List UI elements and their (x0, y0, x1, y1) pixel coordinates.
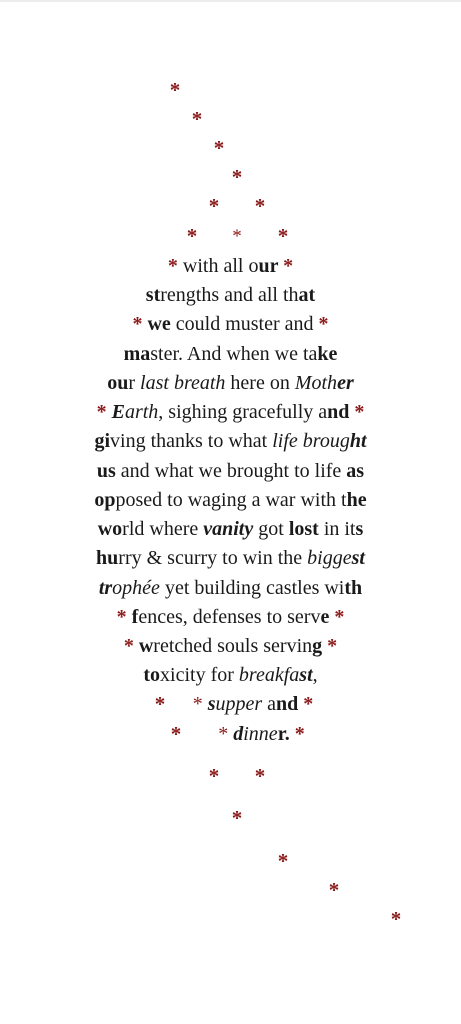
line-text: s (355, 518, 364, 540)
decorative-star: * (96, 401, 112, 423)
decorative-star: * (132, 313, 148, 335)
line-text: retched souls servin (153, 635, 313, 657)
line-text: d (233, 723, 244, 745)
line-text: nd (327, 401, 350, 423)
line-text: us (96, 460, 116, 482)
line-text: he (346, 489, 367, 511)
decorative-star: * (232, 226, 242, 247)
decorative-star: * (123, 635, 139, 657)
poem-line (0, 344, 461, 364)
line-text: ences, defenses to serv (138, 606, 321, 628)
decorative-star: * (169, 78, 181, 102)
poem-line (0, 724, 461, 744)
line-text: , (312, 664, 318, 686)
line-text: to (143, 664, 161, 686)
line-text: wo (97, 518, 123, 540)
line-text: er (337, 372, 354, 394)
poem-line (0, 256, 461, 276)
line-text: vanity (203, 518, 254, 540)
decorative-star: * (278, 255, 294, 277)
line-text: tr (98, 577, 113, 599)
decorative-star: * (116, 606, 132, 628)
decorative-star: * (329, 606, 345, 628)
decorative-star: * (289, 723, 305, 745)
poem-line (0, 431, 461, 451)
line-text: , sighing gracefully a (158, 401, 328, 423)
decorative-star: * (191, 107, 203, 131)
decorative-star: * (208, 764, 220, 788)
decorative-star: * (208, 194, 220, 218)
line-text: rengths and all th (160, 284, 299, 306)
line-text: ke (317, 343, 338, 365)
decorative-star: * (213, 136, 225, 160)
line-text: as (346, 460, 365, 482)
poem-line (0, 314, 461, 334)
line-text: E (111, 401, 125, 423)
line-text: could muster and (170, 313, 314, 335)
poem-line (0, 578, 461, 598)
line-text: we (147, 313, 171, 335)
poem-line (0, 694, 461, 714)
line-text: and what we brought to life (115, 460, 347, 482)
line-text: ster. And when we ta (150, 343, 318, 365)
line-text: ur (258, 255, 279, 277)
poem-line (0, 607, 461, 627)
decorative-star: * (231, 806, 243, 830)
decorative-star: * (328, 878, 340, 902)
line-text: g (312, 635, 323, 657)
decorative-star: * (254, 194, 266, 218)
decorative-star: * (254, 764, 266, 788)
line-text: bigge (307, 547, 352, 569)
decorative-star: * (231, 165, 243, 189)
line-text: inne (243, 723, 278, 745)
line-text: in it (318, 518, 356, 540)
decorative-star: * (298, 693, 314, 715)
poem-line (0, 636, 461, 656)
line-text: hu (96, 547, 119, 569)
line-text: arth (124, 401, 159, 423)
line-text: nd (276, 693, 299, 715)
line-text: r. (277, 723, 290, 745)
line-text: here on (225, 372, 295, 394)
decorative-star: * (167, 255, 183, 277)
line-text: st (299, 664, 313, 686)
line-text: st (145, 284, 161, 306)
decorative-star: * (154, 692, 166, 716)
line-text: with all o (182, 255, 259, 277)
poem-line (0, 548, 461, 568)
line-text: th (344, 577, 363, 599)
line-text: Moth (294, 372, 338, 394)
line-text: posed to waging a war with t (115, 489, 347, 511)
line-text: upper (215, 693, 263, 715)
line-text: ophée (112, 577, 160, 599)
line-text: ht (349, 430, 367, 452)
line-text: xicity for (160, 664, 239, 686)
decorative-star: * (277, 849, 289, 873)
line-text: gi (94, 430, 111, 452)
line-text: rld where (122, 518, 204, 540)
line-text: w (138, 635, 154, 657)
top-divider (0, 0, 461, 2)
decorative-star: * (277, 224, 289, 248)
line-text: f (131, 606, 139, 628)
decorative-star: * (186, 224, 198, 248)
line-text: breakfa (238, 664, 300, 686)
poem-line (0, 373, 461, 393)
decorative-star: * (349, 401, 365, 423)
poem-line (0, 490, 461, 510)
decorative-star: * (313, 313, 329, 335)
line-text: yet building castles wi (159, 577, 345, 599)
line-text: st (351, 547, 365, 569)
line-text: ou (107, 372, 129, 394)
line-text: ving thanks to what (110, 430, 273, 452)
poem-line (0, 519, 461, 539)
line-text: op (94, 489, 116, 511)
line-text: got (253, 518, 289, 540)
poem-line (0, 665, 461, 685)
decorative-star: * (218, 723, 234, 745)
line-text: a (262, 693, 277, 715)
poem-line (0, 402, 461, 422)
poem-line (0, 285, 461, 305)
line-text: life broug (272, 430, 350, 452)
decorative-star: * (170, 722, 182, 746)
decorative-star: * (192, 693, 208, 715)
line-text: at (298, 284, 316, 306)
line-text: e (320, 606, 330, 628)
decorative-star: * (390, 907, 402, 931)
line-text: rry & scurry to win the (118, 547, 308, 569)
poem-line (0, 461, 461, 481)
line-text: s (207, 693, 216, 715)
line-text: r (128, 372, 141, 394)
line-text: ma (123, 343, 151, 365)
decorative-star: * (322, 635, 338, 657)
line-text: last breath (140, 372, 226, 394)
line-text: lost (288, 518, 319, 540)
